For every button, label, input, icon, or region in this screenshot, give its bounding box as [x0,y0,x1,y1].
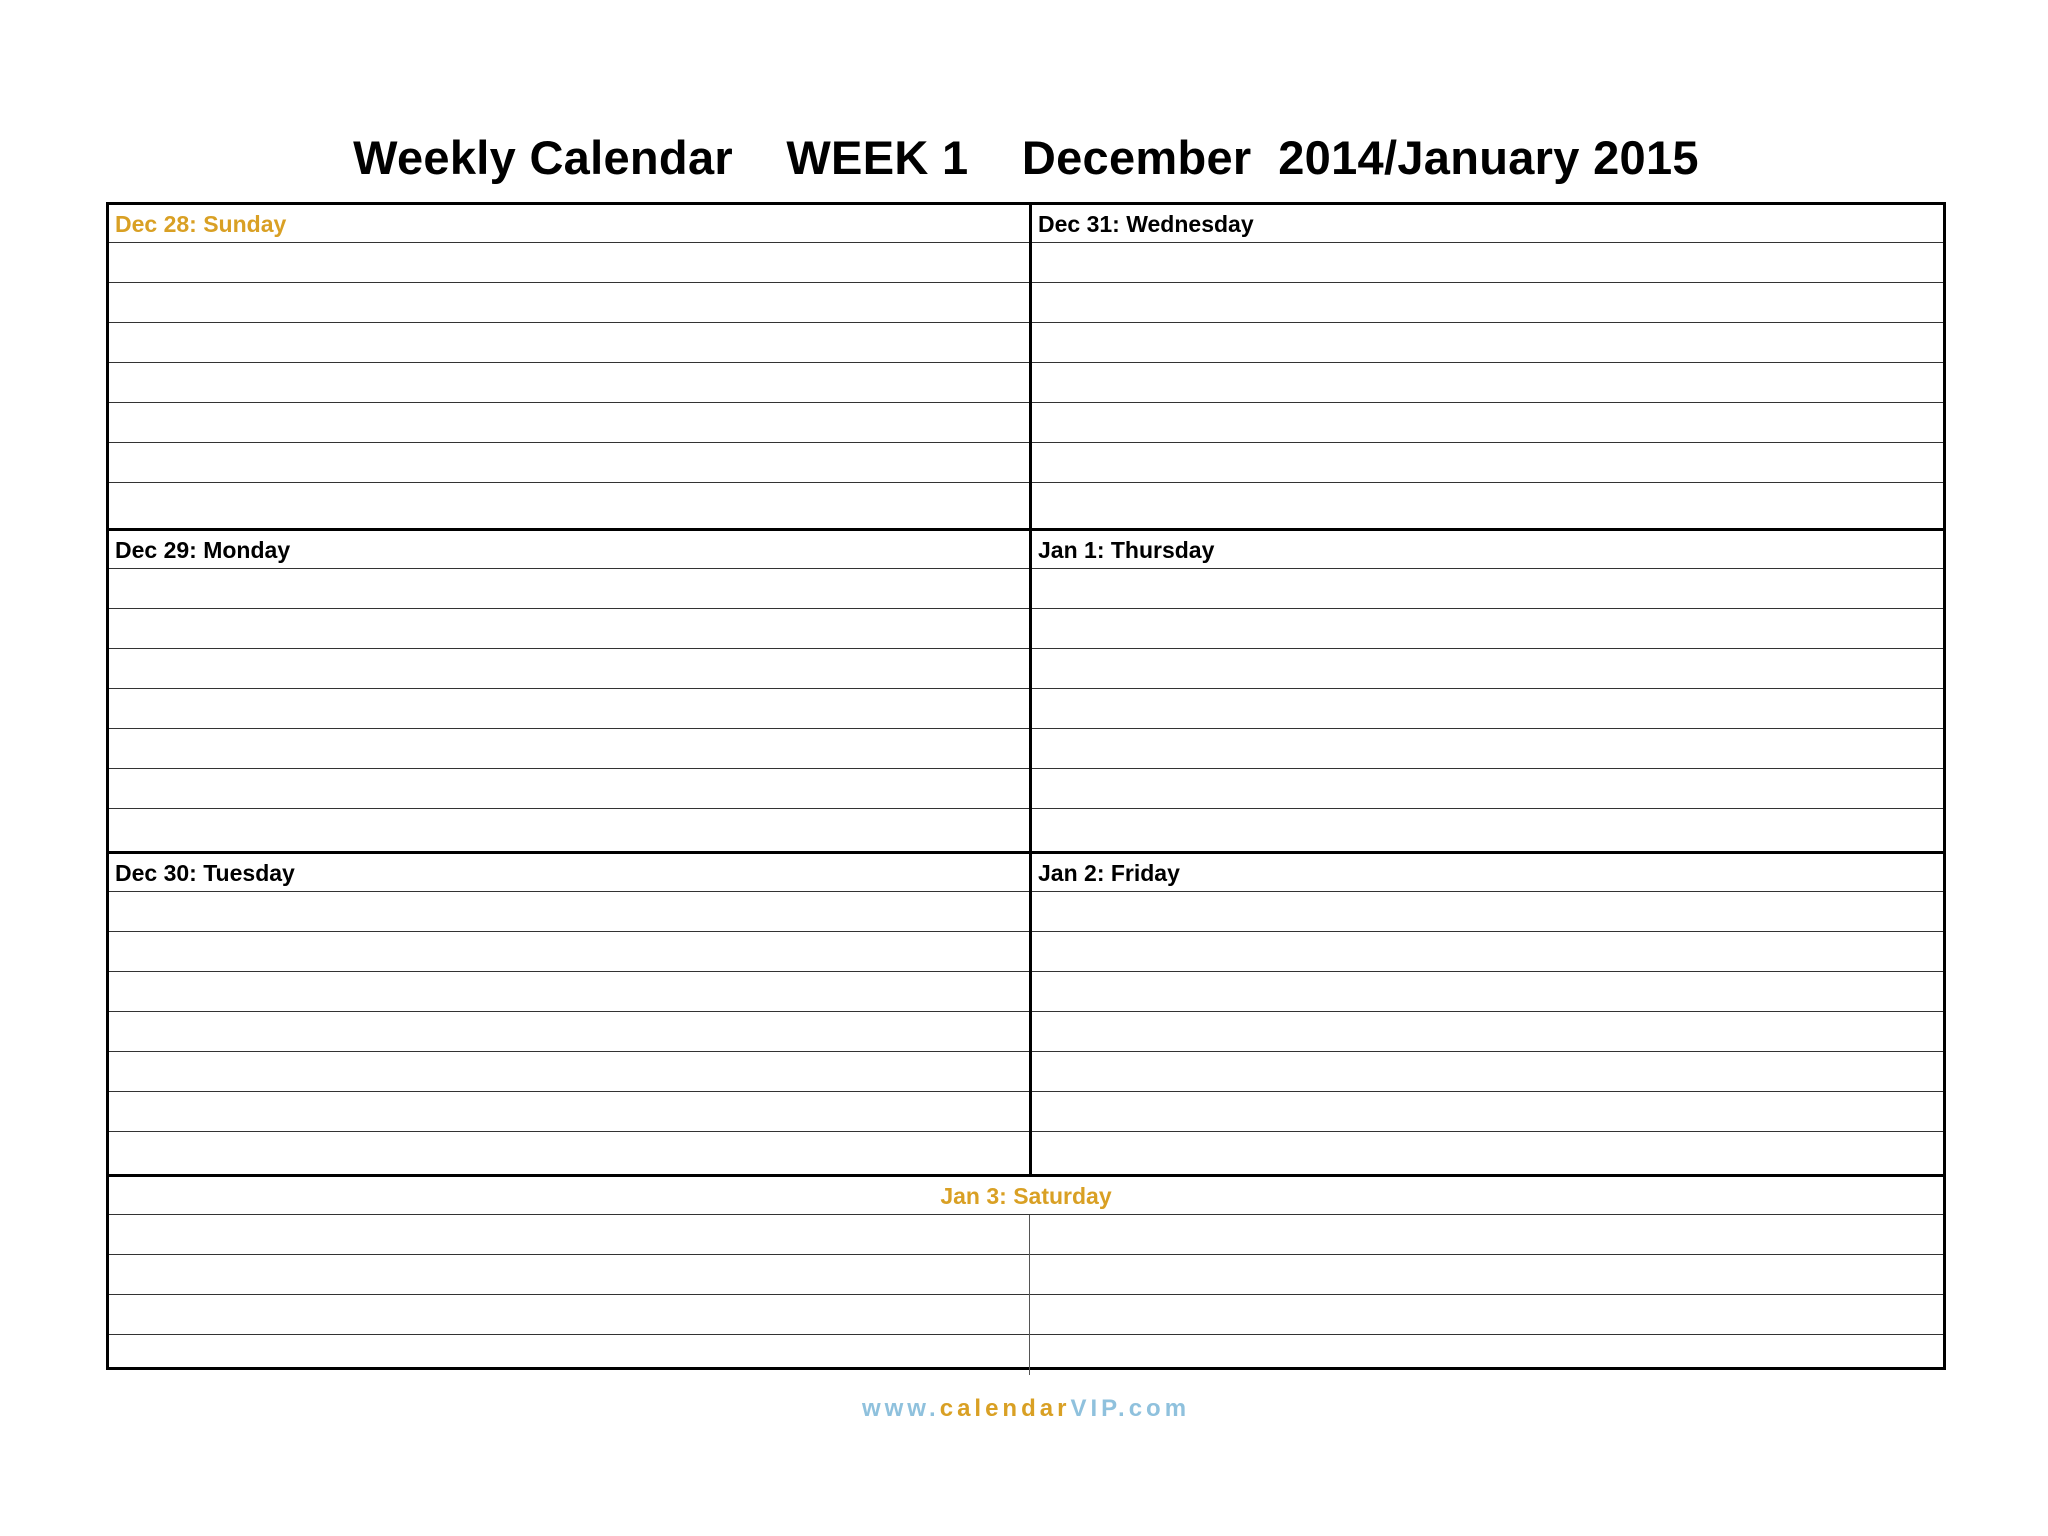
note-line[interactable] [109,892,1029,932]
note-line[interactable] [109,1255,1943,1295]
note-line[interactable] [109,1132,1029,1172]
note-line[interactable] [1032,1092,1943,1132]
note-line[interactable] [1032,892,1943,932]
note-line[interactable] [109,483,1029,523]
note-line[interactable] [1032,809,1943,849]
footer-com: .com [1118,1395,1191,1422]
note-line[interactable] [1032,649,1943,689]
note-line[interactable] [1032,403,1943,443]
note-line[interactable] [109,283,1029,323]
day-block-wednesday [1029,205,1943,528]
note-line[interactable] [1032,569,1943,609]
note-line[interactable] [109,609,1029,649]
column-divider [1029,1215,1030,1375]
day-header-friday: Jan 2: Friday [1032,854,1943,892]
note-line[interactable] [1032,283,1943,323]
page-title: Weekly Calendar WEEK 1 December 2014/January 2015 [353,131,1699,184]
note-line[interactable] [109,443,1029,483]
note-line[interactable] [1032,769,1943,809]
note-line[interactable] [109,1012,1029,1052]
note-line[interactable] [109,1092,1029,1132]
footer-calendar: calendar [939,1395,1071,1422]
note-lines [109,243,1029,523]
note-lines [1032,243,1943,523]
day-header-tuesday: Dec 30: Tuesday [109,854,1029,892]
note-line[interactable] [1032,1132,1943,1172]
note-lines [109,1215,1943,1375]
note-line[interactable] [109,363,1029,403]
note-line[interactable] [1032,609,1943,649]
note-line[interactable] [1032,443,1943,483]
note-line[interactable] [1032,483,1943,523]
footer-www: www. [861,1395,940,1422]
footer-vip: VIP [1070,1395,1119,1422]
note-line[interactable] [1032,363,1943,403]
day-header-monday: Dec 29: Monday [109,531,1029,569]
note-line[interactable] [1032,932,1943,972]
day-block-tuesday [109,851,1029,1174]
note-lines [109,569,1029,849]
day-header-saturday: Jan 3: Saturday [109,1177,1943,1215]
note-line[interactable] [109,243,1029,283]
note-line[interactable] [1032,689,1943,729]
note-line[interactable] [109,1295,1943,1335]
day-block-monday [109,528,1029,851]
note-line[interactable] [1032,243,1943,283]
note-line[interactable] [1032,323,1943,363]
day-block-sunday [109,205,1029,528]
note-line[interactable] [109,1215,1943,1255]
note-line[interactable] [109,729,1029,769]
note-line[interactable] [109,1052,1029,1092]
note-line[interactable] [109,569,1029,609]
note-line[interactable] [109,1335,1943,1375]
note-line[interactable] [1032,729,1943,769]
day-header-thursday: Jan 1: Thursday [1032,531,1943,569]
note-line[interactable] [1032,1012,1943,1052]
note-lines [109,892,1029,1172]
note-line[interactable] [109,769,1029,809]
day-block-saturday [109,1174,1943,1367]
note-line[interactable] [1032,972,1943,1012]
day-block-friday [1029,851,1943,1174]
footer-website[interactable] [106,1394,1946,1424]
note-lines [1032,892,1943,1172]
day-header-sunday: Dec 28: Sunday [109,205,1029,243]
note-line[interactable] [109,403,1029,443]
day-header-wednesday: Dec 31: Wednesday [1032,205,1943,243]
note-line[interactable] [109,932,1029,972]
note-lines [1032,569,1943,849]
note-line[interactable] [1032,1052,1943,1092]
note-line[interactable] [109,809,1029,849]
weekly-calendar-grid [106,202,1946,1370]
day-block-thursday [1029,528,1943,851]
note-line[interactable] [109,323,1029,363]
note-line[interactable] [109,689,1029,729]
note-line[interactable] [109,972,1029,1012]
note-line[interactable] [109,649,1029,689]
